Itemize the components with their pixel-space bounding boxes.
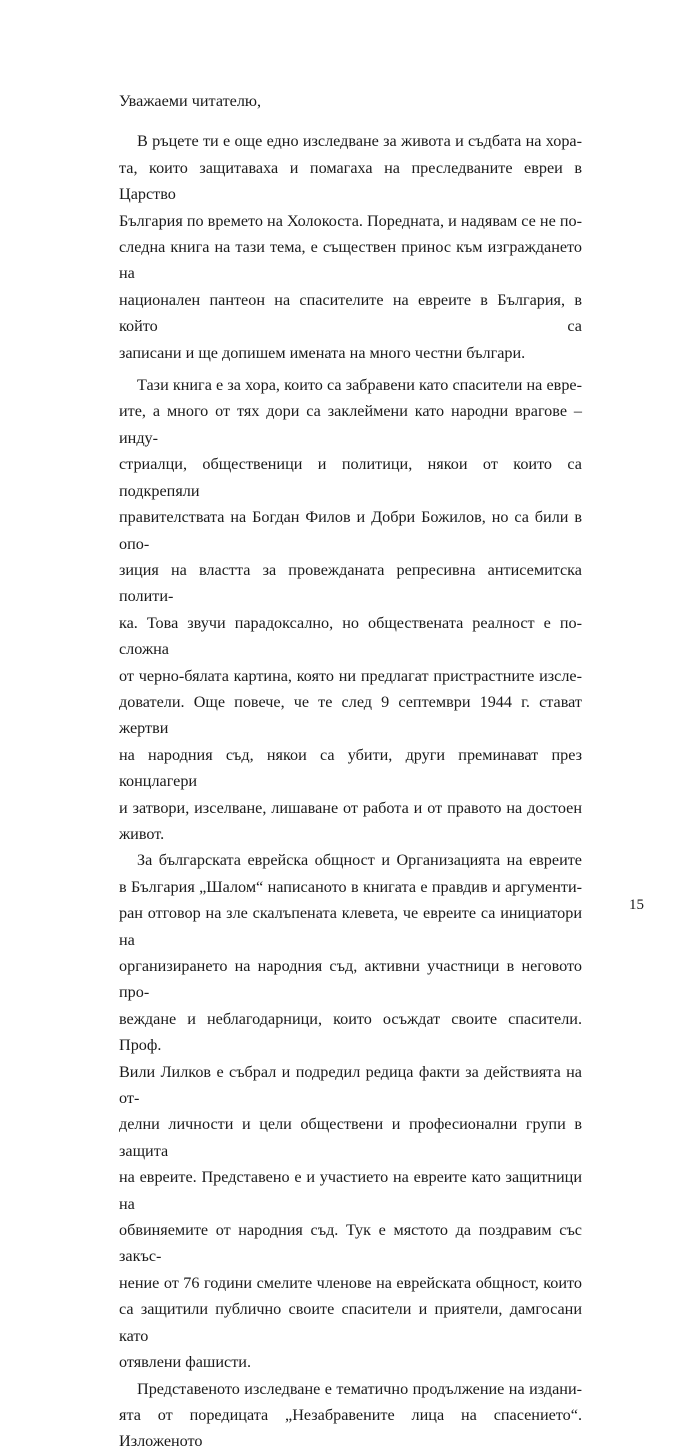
text-line: Тази книга е за хора, които са забравени като спасители на евре- <box>137 376 582 395</box>
text-line: делни личности и цели обществени и професионални групи в защита <box>119 1115 582 1160</box>
text-line: отявлени фашисти. <box>119 1353 252 1372</box>
text-line: са защитили публично своите спасители и приятели, дамгосани като <box>119 1300 582 1345</box>
text-line: зиция на властта за провежданата репресивна антисемитска полити- <box>119 560 582 606</box>
text-line: Представеното изследване е тематично продължение на издани- <box>137 1379 582 1398</box>
text-line: правителствата на Богдан Филов и Добри Божилов, но са били в опо- <box>119 508 582 553</box>
text-line: ка. Това звучи парадоксално, но обществената реалност е по-сложна <box>119 613 582 659</box>
salutation: Уважаеми читателю, <box>119 92 262 110</box>
text-line: ран отговор на зле скалъпената клевета, че евреите са инициатори на <box>119 904 582 949</box>
text-line: записани и ще допишем имената на много честни българи. <box>119 343 526 362</box>
text-line: стриалци, общественици и политици, някои от които са подкрепяли <box>119 455 582 500</box>
paragraph-2 <box>119 372 582 847</box>
text-line: следна книга на тази тема, е съществен принос към изграждането на <box>119 238 582 283</box>
paragraph-4 <box>119 1376 582 1455</box>
paragraph-1 <box>119 128 582 366</box>
text-line: организирането на народния съд, активни участници в неговото про- <box>119 957 582 1002</box>
text-line: обвиняемите от народния съд. Тук е мястото да поздравим със закъс- <box>119 1221 582 1266</box>
text-line: на евреите. Представено е и участието на евреите като защитници на <box>119 1168 582 1213</box>
text-line: живот. <box>119 824 165 843</box>
paragraph-3 <box>119 847 582 1375</box>
text-line: и затвори, изселване, лишаване от работа и от правото на достоен <box>119 798 582 817</box>
text-line: та, които защитаваха и помагаха на преследваните евреи в Царство <box>119 158 582 204</box>
text-line: на народния съд, някои са убити, други преминават през концлагери <box>119 745 582 791</box>
text-line: нение от 76 години смелите членове на еврейската общност, които <box>119 1273 582 1292</box>
text-line: За българската еврейска общност и Организацията на евреите <box>137 851 582 870</box>
document-page <box>119 88 582 1455</box>
text-line: Вили Лилков е събрал и подредил редица факти за действията на от- <box>119 1062 582 1108</box>
page-number: 15 <box>629 897 644 913</box>
text-line: дователи. Още повече, че те след 9 септември 1944 г. стават жертви <box>119 692 582 738</box>
text-line: национален пантеон на спасителите на евреите в България, в който са <box>119 290 582 336</box>
text-line: ята от поредицата „Незабравените лица на спасението“. Изложеното <box>119 1405 582 1451</box>
text-line: веждане и неблагодарници, които осъждат своите спасители. Проф. <box>119 1009 582 1055</box>
text-line: В ръцете ти е още едно изследване за живота и съдбата на хора- <box>137 132 582 151</box>
text-line: България по времето на Холокоста. Поредната, и надявам се не по- <box>119 211 582 230</box>
text-line: ите, а много от тях дори са заклеймени като народни врагове – инду- <box>119 402 582 447</box>
text-line: от черно-бялата картина, която ни предлагат пристрастните изсле- <box>119 666 582 685</box>
text-line: в България „Шалом“ написаното в книгата е правдив и аргументи- <box>119 877 582 896</box>
